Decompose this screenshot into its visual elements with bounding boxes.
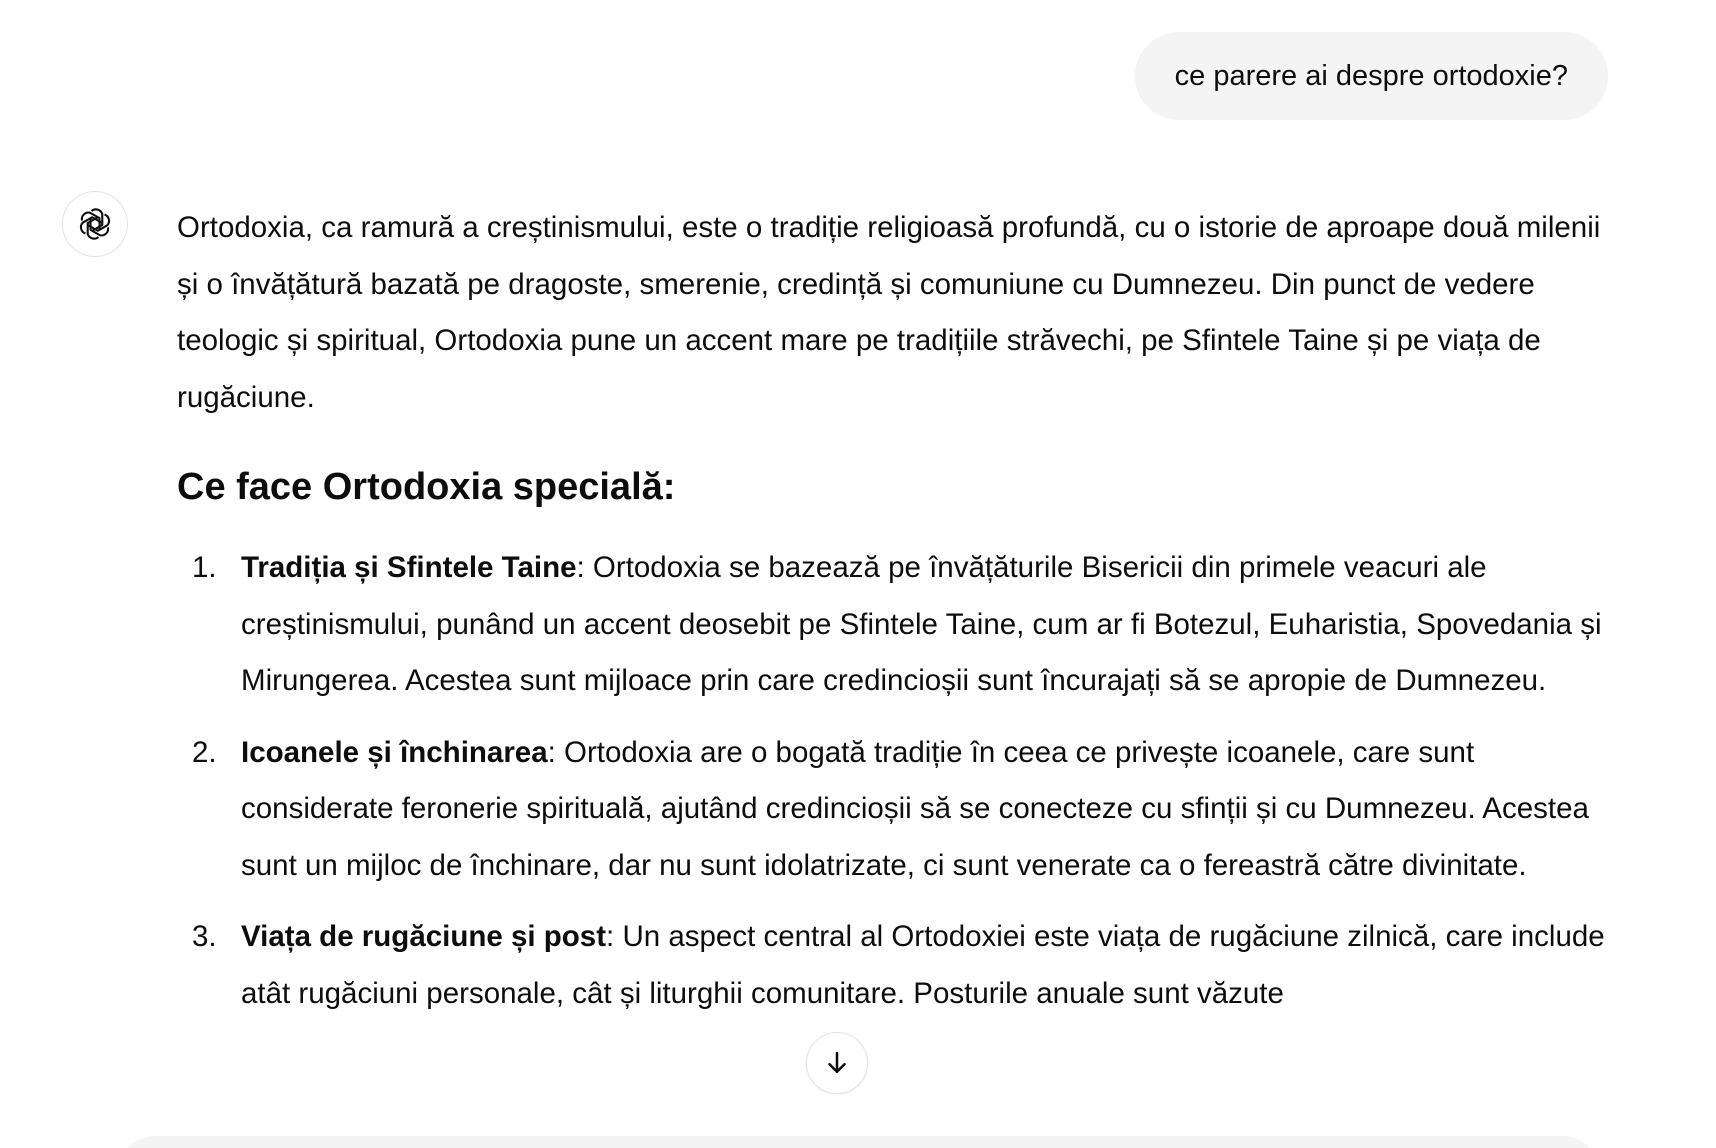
user-message-text: ce parere ai despre ortodoxie?	[1174, 59, 1568, 92]
assistant-avatar	[62, 191, 128, 257]
openai-logo-icon	[76, 205, 114, 243]
list-item-text: : Un aspect central al Ortodoxiei este viața de rugăciune zilnică, care include atât rugăciuni personale, cât și liturghii comunitare. Posturile anuale sunt văzute	[241, 920, 1605, 1010]
list-item	[177, 725, 1617, 895]
assistant-message	[177, 200, 1617, 1037]
list-item-title: Viața de rugăciune și post	[241, 920, 607, 953]
assistant-numbered-list	[177, 540, 1617, 1022]
list-item-number: 2.	[192, 735, 217, 769]
scroll-to-bottom-button[interactable]	[806, 1032, 868, 1094]
list-item-title: Tradiția și Sfintele Taine	[241, 551, 577, 584]
list-item-text: : Ortodoxia are o bogată tradiție în ceea ce privește icoanele, care sunt considerate feronerie spirituală, ajutând credincioșii să se conecteze cu sfinții și cu Dumnezeu. Acestea sunt un mijloc de închinare, dar nu sunt idolatrizate, ci sunt venerate ca o fereastră către divinitate.	[241, 735, 1589, 882]
assistant-intro-paragraph: Ortodoxia, ca ramură a creștinismului, este o tradiție religioasă profundă, cu o istorie de aproape două milenii și o învățătură bazată pe dragoste, smerenie, credință și comuniune cu Dumnezeu. Din punct de vedere teologic și spiritual, Ortodoxia pune un accent mare pe tradițiile străvechi, pe Sfintele Taine și pe viața de rugăciune.	[177, 211, 1601, 414]
list-item	[177, 909, 1617, 1022]
user-message-bubble	[1135, 32, 1608, 120]
list-item-number: 3.	[192, 920, 217, 953]
assistant-section-heading: Ce face Ortodoxia specială:	[177, 466, 676, 508]
list-item	[177, 540, 1617, 710]
list-item-title: Icoanele și închinarea	[241, 735, 548, 769]
message-composer[interactable]	[116, 1136, 1602, 1148]
list-item-number: 1.	[192, 551, 217, 584]
list-item-text: : Ortodoxia se bazează pe învățăturile Bisericii din primele veacuri ale creștinismului, punând un accent deosebit pe Sfintele Taine, cum ar fi Botezul, Euharistia, Spovedania și Mirungerea. Acestea sunt mijloace prin care credincioșii sunt încurajați să se apropie de Dumnezeu.	[241, 551, 1602, 697]
arrow-down-icon	[822, 1048, 852, 1078]
